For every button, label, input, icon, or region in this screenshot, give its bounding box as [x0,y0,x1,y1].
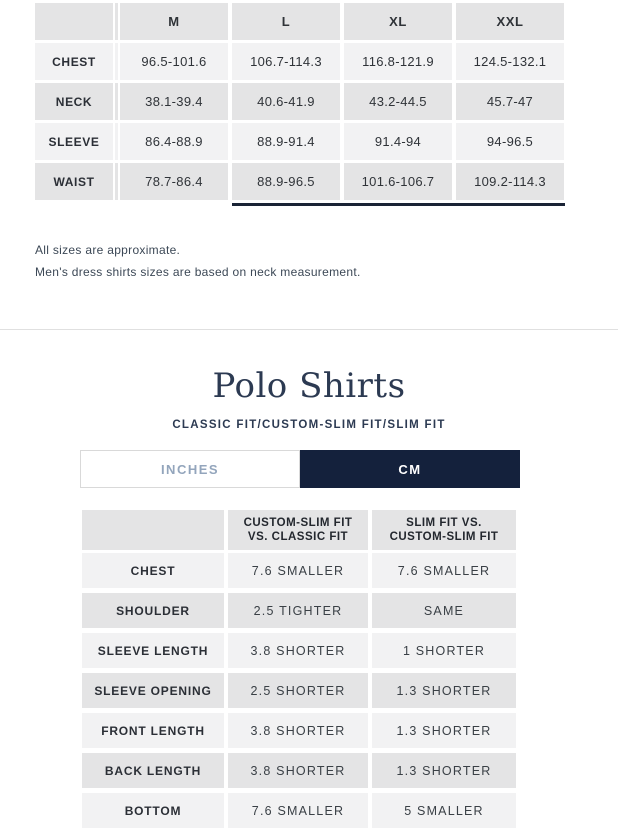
scrolled-column-sliver [115,123,118,160]
column-header-xl: XL [344,3,452,40]
fit-row-front-length [82,713,516,748]
row-label: BACK LENGTH [82,753,224,788]
fit-row-bottom [82,793,516,828]
fit-table-header-row [82,510,516,550]
cell-value: 106.7-114.3 [232,43,340,80]
fit-row-chest [82,553,516,588]
fit-comparison-table [82,510,516,828]
cell-value: 109.2-114.3 [456,163,564,200]
fit-table-corner-cell [82,510,224,550]
scrolled-column-sliver [115,163,118,200]
row-label: BOTTOM [82,793,224,828]
header-line: VS. CLASSIC FIT [247,531,349,543]
cell-value: 91.4-94 [344,123,452,160]
cell-value: SAME [372,593,516,628]
scrolled-column-sliver [115,43,118,80]
size-notes [35,239,618,283]
section-title: Polo Shirts [212,366,406,406]
section-subtitle: CLASSIC FIT/CUSTOM-SLIM FIT/SLIM FIT [172,419,446,431]
cell-value: 43.2-44.5 [344,83,452,120]
cell-value: 2.5 TIGHTER [228,593,368,628]
table-row-waist [35,163,564,200]
tab-cm[interactable]: CM [300,450,520,488]
cell-value: 40.6-41.9 [232,83,340,120]
cell-value: 7.6 SMALLER [228,793,368,828]
cell-value: 88.9-96.5 [232,163,340,200]
row-label: SLEEVE [35,123,113,160]
cell-value: 78.7-86.4 [120,163,228,200]
cell-value: 101.6-106.7 [344,163,452,200]
cell-value: 45.7-47 [456,83,564,120]
header-line: CUSTOM-SLIM FIT [243,517,353,529]
row-label: NECK [35,83,113,120]
note-approximate: All sizes are approximate. [35,243,181,257]
cell-value: 1.3 SHORTER [372,753,516,788]
cell-value: 124.5-132.1 [456,43,564,80]
note-dress-shirts: Men's dress shirts sizes are based on neck measurement. [35,265,361,279]
section-divider [0,329,618,330]
row-label: SLEEVE LENGTH [82,633,224,668]
cell-value: 5 SMALLER [372,793,516,828]
cell-value: 38.1-39.4 [120,83,228,120]
fit-row-sleeve-opening [82,673,516,708]
cell-value: 3.8 SHORTER [228,713,368,748]
cell-value: 116.8-121.9 [344,43,452,80]
cell-value: 94-96.5 [456,123,564,160]
row-label: WAIST [35,163,113,200]
cell-value: 1.3 SHORTER [372,713,516,748]
column-header-xxl: XXL [456,3,564,40]
cell-value: 2.5 SHORTER [228,673,368,708]
table-row-neck [35,83,564,120]
cell-value: 96.5-101.6 [120,43,228,80]
table-scrollbar-thumb[interactable] [232,203,565,206]
row-label: SLEEVE OPENING [82,673,224,708]
cell-value: 3.8 SHORTER [228,753,368,788]
table-horizontal-scrollbar [35,203,564,206]
size-table-header-row [35,3,564,40]
cell-value: 86.4-88.9 [120,123,228,160]
fit-row-sleeve-length [82,633,516,668]
row-label: CHEST [35,43,113,80]
header-line: SLIM FIT VS. [406,517,482,529]
header-line: CUSTOM-SLIM FIT [389,531,499,543]
table-row-chest [35,43,564,80]
table-row-sleeve [35,123,564,160]
tab-inches[interactable]: INCHES [80,450,300,488]
scrolled-column-sliver [115,83,118,120]
scrolled-column-sliver [115,3,118,40]
size-table-corner-cell [35,3,113,40]
unit-toggle [80,450,520,488]
column-header-custom-slim-vs-classic [228,510,368,550]
fit-row-back-length [82,753,516,788]
column-header-m: M [120,3,228,40]
fit-row-shoulder [82,593,516,628]
cell-value: 3.8 SHORTER [228,633,368,668]
cell-value: 88.9-91.4 [232,123,340,160]
size-measurement-table [35,3,564,200]
row-label: CHEST [82,553,224,588]
cell-value: 7.6 SMALLER [372,553,516,588]
column-header-slim-vs-custom-slim [372,510,516,550]
row-label: FRONT LENGTH [82,713,224,748]
cell-value: 1 SHORTER [372,633,516,668]
column-header-l: L [232,3,340,40]
row-label: SHOULDER [82,593,224,628]
cell-value: 7.6 SMALLER [228,553,368,588]
cell-value: 1.3 SHORTER [372,673,516,708]
